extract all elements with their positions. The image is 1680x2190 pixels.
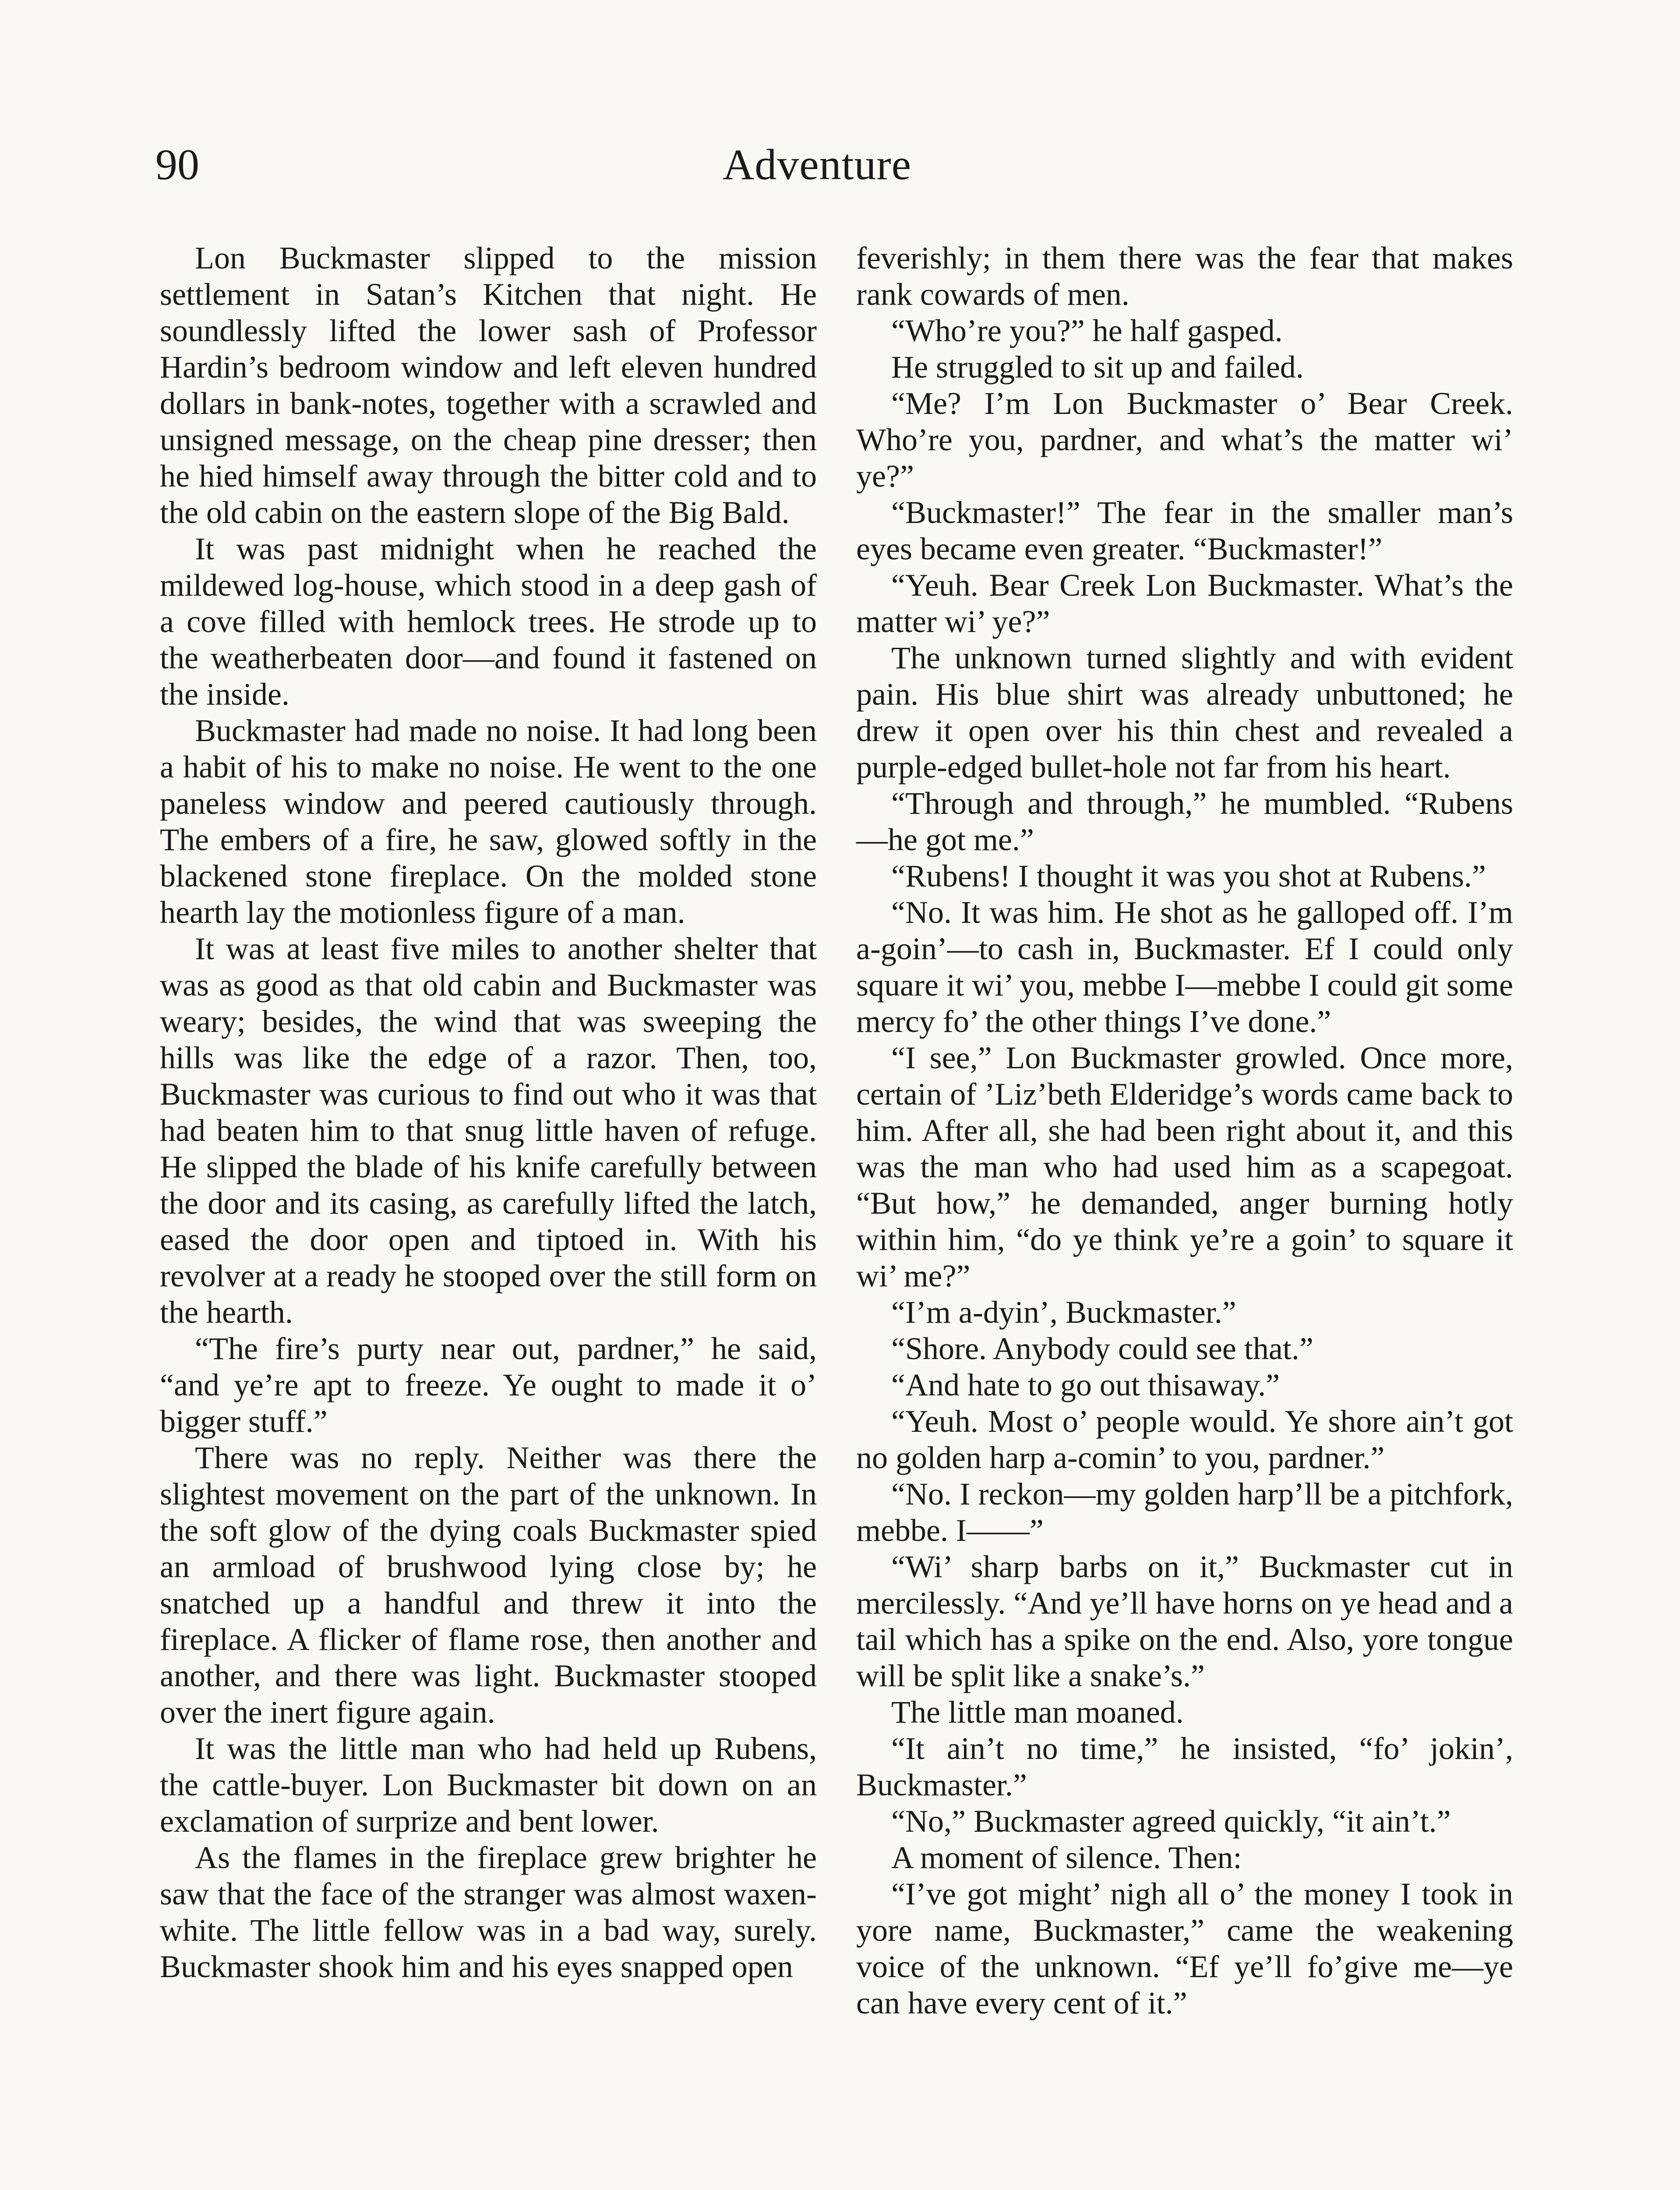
paragraph: “I’m a-dyin’, Buckmaster.” — [891, 1295, 1236, 1330]
paragraph: It was at least five miles to another shelter that was as good as that old cabin and Buckmaster was weary; besides, the wind that was sweeping the hills was like the edge of a razor. Then, too, Buckmaster was curious to find out who it was that had beaten him to that snug little haven of refuge. He slipped the blade of his knife carefully between the door and its casing, as carefully lifted the latch, eased the door open and tiptoed in. With his revolver at a ready he stooped over the still form on the hearth. — [160, 931, 817, 1330]
paragraph: feverishly; in them there was the fear that makes rank cowards of men. — [856, 240, 1513, 312]
paragraph: “It ain’t no time,” he insisted, “fo’ jokin’, Buckmaster.” — [856, 1731, 1513, 1802]
paragraph: “Shore. Anybody could see that.” — [891, 1331, 1313, 1366]
paragraph: “Me? I’m Lon Buckmaster o’ Bear Creek. Who’re you, pardner, and what’s the matter wi’ ye?” — [856, 386, 1513, 494]
paragraph: “I see,” Lon Buckmaster growled. Once more, certain of ’Liz’beth Elderidge’s words came back to him. After all, she had been right about it, and this was the man who had used him as a scapegoat. “But how,” he demanded, anger burning hotly within him, “do ye think ye’re a goin’ to square it wi’ me?” — [856, 1040, 1513, 1293]
paragraph: There was no reply. Neither was there the slightest movement on the part of the unknown. In the soft glow of the dying coals Buckmaster spied an armload of brushwood lying close by; he snatched up a handful and threw it into the fireplace. A flicker of flame rose, then another and another, and there was light. Buckmaster stooped over the inert figure again. — [160, 1440, 817, 1730]
paragraph: “Buckmaster!” The fear in the smaller man’s eyes became even greater. “Buckmaster!” — [856, 495, 1513, 566]
page-number: 90 — [155, 140, 199, 189]
paragraph: The little man moaned. — [891, 1695, 1184, 1730]
paragraph: “No. It was him. He shot as he galloped off. I’m a-goin’—to cash in, Buckmaster. Ef I could only square it wi’ you, mebbe I—mebbe I could git some mercy fo’ the other things I’ve done.” — [856, 895, 1513, 1039]
paragraph: It was the little man who had held up Rubens, the cattle-buyer. Lon Buckmaster bit down on an exclamation of surprize and bent lower. — [160, 1731, 817, 1839]
paragraph: “Through and through,” he mumbled. “Rubens—he got me.” — [856, 786, 1513, 857]
paragraph: “Yeuh. Most o’ people would. Ye shore ain’t got no golden harp a-comin’ to you, pardner.” — [856, 1404, 1513, 1475]
paragraph: “Who’re you?” he half gasped. — [891, 313, 1283, 348]
paragraph: “Rubens! I thought it was you shot at Rubens.” — [891, 858, 1486, 894]
paragraph: It was past midnight when he reached the mildewed log-house, which stood in a deep gash of a cove filled with hemlock trees. He strode up to the weatherbeaten door—and found it fastened on the inside. — [160, 531, 817, 712]
paragraph: Buckmaster had made no noise. It had long been a habit of his to make no noise. He went to the one paneless window and peered cautiously through. The embers of a fire, he saw, glowed softly in the blackened stone fireplace. On the molded stone hearth lay the motionless figure of a man. — [160, 713, 817, 930]
right-column — [856, 240, 1513, 2021]
paragraph: As the flames in the fireplace grew brighter he saw that the face of the stranger was almost waxen-white. The little fellow was in a bad way, surely. Buckmaster shook him and his eyes snapped open — [160, 1840, 817, 1984]
paragraph: “No. I reckon—my golden harp’ll be a pitchfork, mebbe. I——” — [856, 1476, 1513, 1548]
paragraph: “No,” Buckmaster agreed quickly, “it ain’t.” — [891, 1804, 1451, 1839]
running-head: Adventure — [723, 140, 912, 189]
paragraph: “The fire’s purty near out, pardner,” he said, “and ye’re apt to freeze. Ye ought to made it o’ bigger stuff.” — [160, 1331, 817, 1439]
paragraph: “I’ve got might’ nigh all o’ the money I took in yore name, Buckmaster,” came the weakening voice of the unknown. “Ef ye’ll fo’give me—ye can have every cent of it.” — [856, 1876, 1513, 2020]
paragraph: “Yeuh. Bear Creek Lon Buckmaster. What’s the matter wi’ ye?” — [856, 568, 1513, 639]
paragraph: Lon Buckmaster slipped to the mission settlement in Satan’s Kitchen that night. He soundlessly lifted the lower sash of Professor Hardin’s bedroom window and left eleven hundred dollars in bank-notes, together with a scrawled and unsigned message, on the cheap pine dresser; then he hied himself away through the bitter cold and to the old cabin on the eastern slope of the Big Bald. — [160, 240, 817, 530]
paragraph: The unknown turned slightly and with evident pain. His blue shirt was already unbuttoned; he drew it open over his thin chest and revealed a purple-edged bullet-hole not far from his heart. — [856, 640, 1513, 784]
left-column — [160, 240, 817, 1985]
paragraph: “And hate to go out thisaway.” — [891, 1367, 1280, 1402]
paragraph: “Wi’ sharp barbs on it,” Buckmaster cut in mercilessly. “And ye’ll have horns on ye head and a tail which has a spike on the end. Also, yore tongue will be split like a snake’s.” — [856, 1549, 1513, 1693]
paragraph: He struggled to sit up and failed. — [891, 350, 1304, 385]
paragraph: A moment of silence. Then: — [891, 1840, 1242, 1875]
